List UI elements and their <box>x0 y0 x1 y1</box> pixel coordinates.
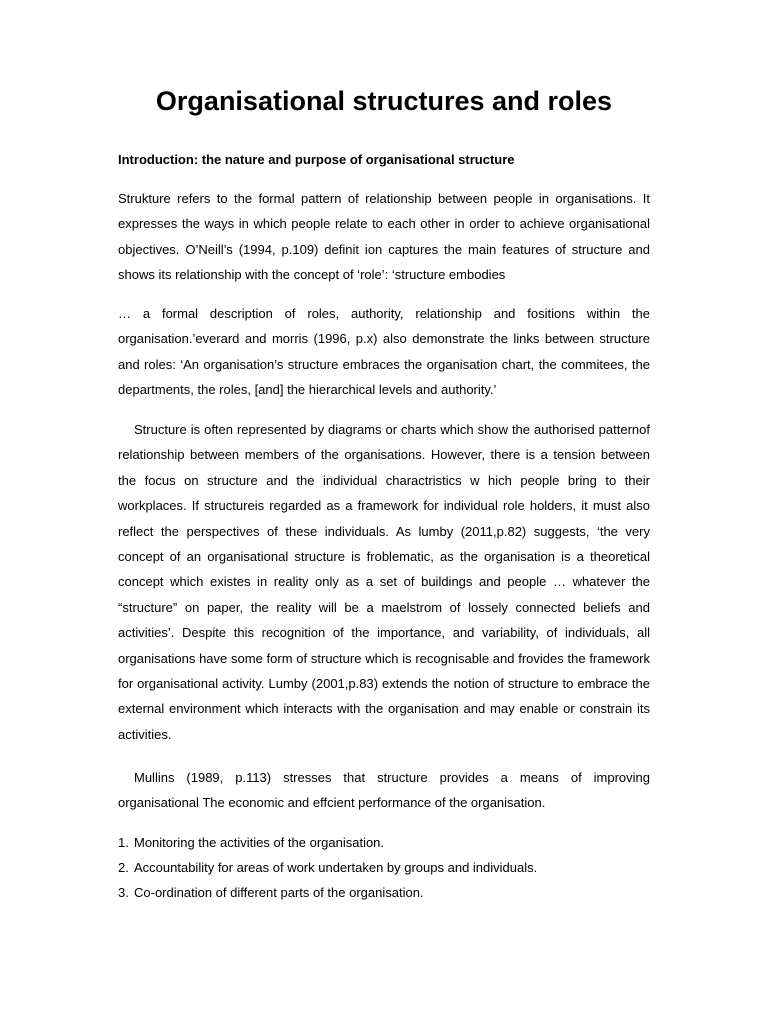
list-item <box>118 880 650 905</box>
list-item-number: 1. <box>118 835 129 850</box>
list-item-number: 2. <box>118 860 129 875</box>
paragraph-4: Mullins (1989, p.113) stresses that structure provides a means of improving organisational The economic and effcient performance of the organisation. <box>118 770 650 811</box>
paragraph-1: Strukture refers to the formal pattern of relationship between people in organisations. It expresses the ways in which people relate to each other in order to achieve organisational objectives. O’Neill’s (1994, p.109) definit ion captures the main features of structure and shows its relationship with the concept of ‘role’: ‘structure embodies <box>118 191 650 283</box>
list-item-text: Accountability for areas of work undertaken by groups and individuals. <box>134 860 538 875</box>
list-item-text: Co-ordination of different parts of the organisation. <box>134 885 424 900</box>
list-item-text: Monitoring the activities of the organisation. <box>134 835 385 850</box>
list-item <box>118 855 650 880</box>
section-heading: Introduction: the nature and purpose of organisational structure <box>118 152 515 167</box>
list-item <box>118 830 650 855</box>
paragraph-3: Structure is often represented by diagrams or charts which show the authorised patternof relationship between members of the organisations. However, there is a tension between the focus on structure and the individual charactristics w hich people bring to their workplaces. If structureis regarded as a framework for individual role holders, it must also reflect the perspectives of these individuals. As lumby (2011,p.82) suggests, ‘the very concept of an organisational structure is froblematic, as the organisation is a theoretical concept which existes in reality only as a set of buildings and people … whatever the “structure” on paper, the reality will be a maelstrom of lossely connected beliefs and activities’. Despite this recognition of the importance, and variability, of individuals, all organisations have some form of structure which is recognisable and frovides the framework for organisational activity. Lumby (2001,p.83) extends the notion of structure to embrace the external environment which interacts with the organisation and may enable or constrain its activities. <box>118 422 650 742</box>
list-item-number: 3. <box>118 885 129 900</box>
numbered-list <box>118 830 650 905</box>
paragraph-2: … a formal description of roles, authority, relationship and fositions within the organisation.’everard and morris (1996, p.x) also demonstrate the links between structure and roles: ‘An organisation’s structure embraces the organisation chart, the commitees, the departments, the roles, [and] the hierarchical levels and authority.’ <box>118 306 650 398</box>
document-title: Organisational structures and roles <box>155 86 613 116</box>
